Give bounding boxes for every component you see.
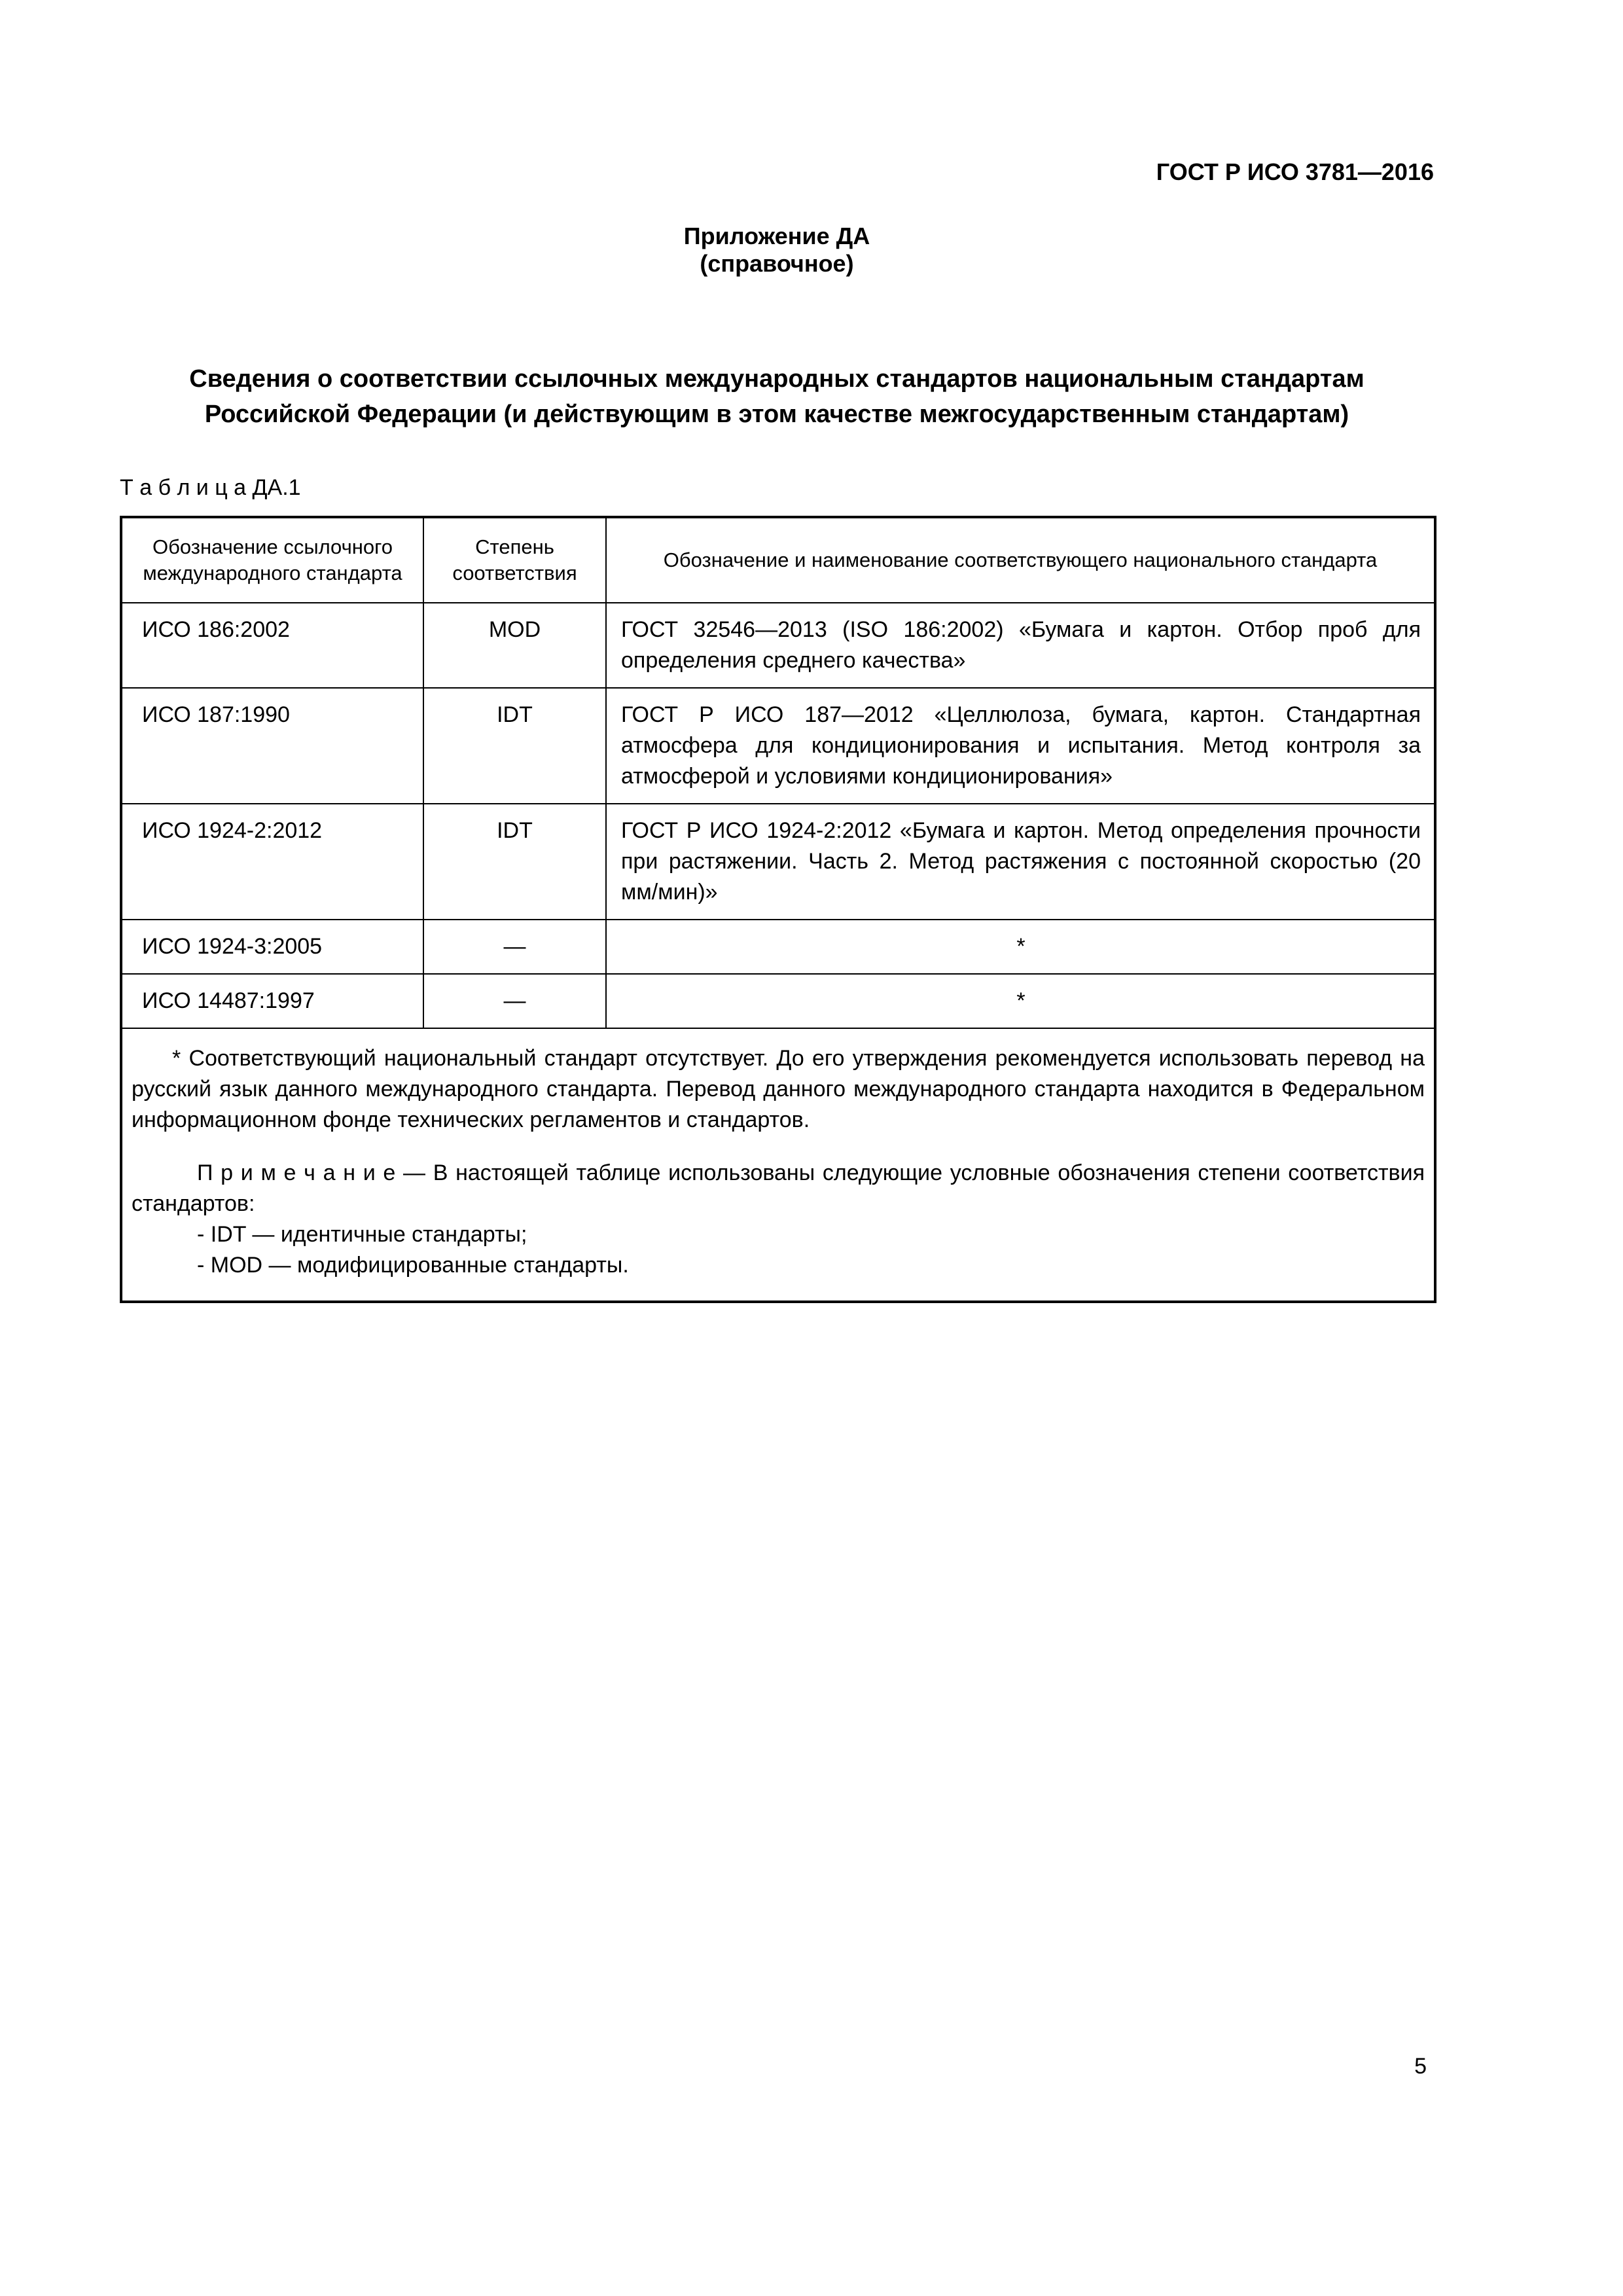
table-header-row — [121, 517, 1435, 603]
international-standard-cell: ИСО 1924-2:2012 — [121, 804, 423, 920]
international-standard-cell: ИСО 14487:1997 — [121, 974, 423, 1028]
degree-cell: — — [423, 920, 606, 974]
national-standard-cell: ГОСТ Р ИСО 187—2012 «Целлюлоза, бумага, картон. Стандартная атмосфера для кондиционирования и испытания. Метод контроля за атмосферой и условиями кондиционирования» — [606, 688, 1435, 804]
note-item-idt: - IDT — идентичные стандарты; — [197, 1222, 527, 1247]
degree-cell: IDT — [423, 804, 606, 920]
table-caption: Т а б л и ц а ДА.1 — [120, 475, 301, 500]
document-reference: ГОСТ Р ИСО 3781—2016 — [1156, 158, 1434, 185]
national-standard-cell: * — [606, 974, 1435, 1028]
table-footnote: * Соответствующий национальный стандарт отсутствует. До его утверждения рекомендуется использовать перевод на русский язык данного международного стандарта. Перевод данного международного стандарта находится в Федеральном информационном фонде технических регламентов и стандартов. — [132, 1046, 1425, 1132]
international-standard-cell: ИСО 186:2002 — [121, 603, 423, 688]
table-row — [121, 804, 1435, 920]
table-row — [121, 603, 1435, 688]
appendix-subtitle: (справочное) — [700, 250, 854, 277]
section-heading-line-2: Российской Федерации (и действующим в этом качестве межгосударственным стандартам) — [204, 401, 1349, 428]
section-heading-line-1: Сведения о соответствии ссылочных международных стандартов национальным стандартам — [189, 365, 1364, 393]
table-row — [121, 974, 1435, 1028]
table-row — [121, 920, 1435, 974]
national-standard-cell: ГОСТ 32546—2013 (ISO 186:2002) «Бумага и картон. Отбор проб для определения среднего качества» — [606, 603, 1435, 688]
table-notes-cell — [121, 1028, 1435, 1302]
national-standard-cell: ГОСТ Р ИСО 1924-2:2012 «Бумага и картон. Метод определения прочности при растяжении. Часть 2. Метод растяжения с постоянной скоростью (20 мм/мин)» — [606, 804, 1435, 920]
national-standard-cell: * — [606, 920, 1435, 974]
section-heading — [120, 361, 1434, 432]
international-standard-cell: ИСО 1924-3:2005 — [121, 920, 423, 974]
degree-cell: MOD — [423, 603, 606, 688]
degree-cell: — — [423, 974, 606, 1028]
column-header-correspondence-degree: Степень соответствия — [423, 517, 606, 603]
column-header-national-standard: Обозначение и наименование соответствующего национального стандарта — [606, 517, 1435, 603]
table-note: П р и м е ч а н и е — В настоящей таблице использованы следующие условные обозначения степени соответствия стандартов: — [132, 1160, 1425, 1216]
column-header-international-standard: Обозначение ссылочного международного стандарта — [121, 517, 423, 603]
note-item-mod: - MOD — модифицированные стандарты. — [197, 1253, 629, 1278]
table-row — [121, 688, 1435, 804]
table-notes-row — [121, 1028, 1435, 1302]
page-number: 5 — [1414, 2054, 1427, 2079]
international-standard-cell: ИСО 187:1990 — [121, 688, 423, 804]
page-content — [120, 0, 1434, 1303]
degree-cell: IDT — [423, 688, 606, 804]
standards-correspondence-table — [120, 516, 1436, 1303]
appendix-title: Приложение ДА — [683, 223, 870, 249]
